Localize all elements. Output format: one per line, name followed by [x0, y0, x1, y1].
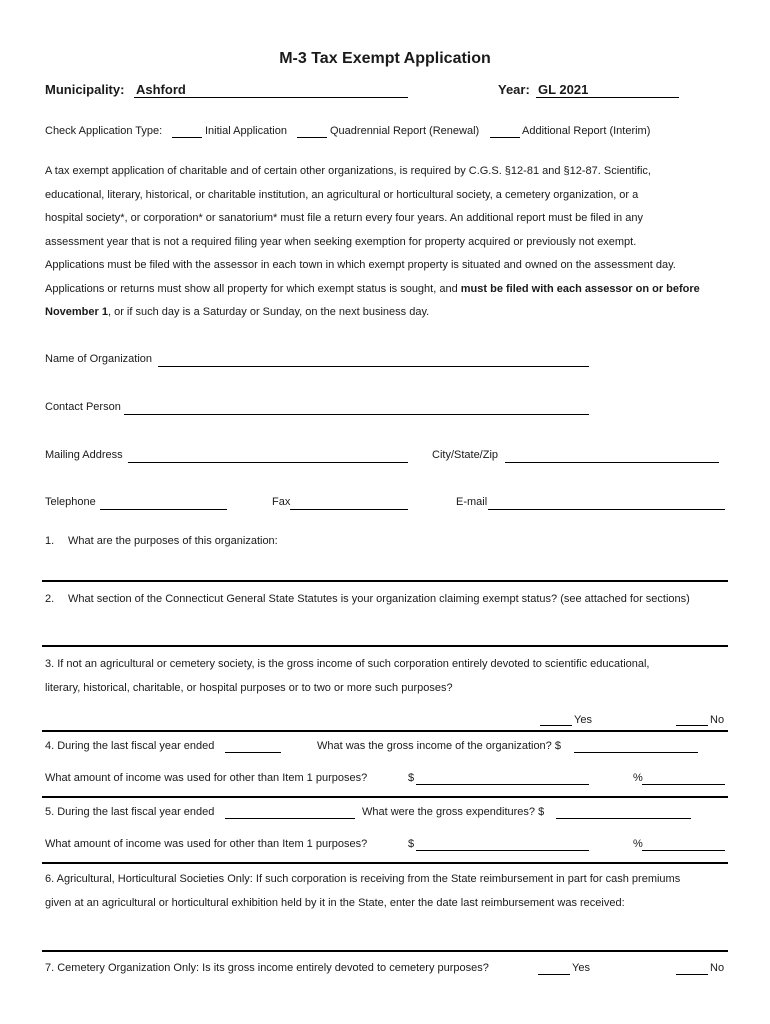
intro-line: hospital society*, or corporation* or sanatorium* must file a return every four years. An additional report must be filed in any [45, 212, 643, 224]
q3-yes-label: Yes [574, 714, 592, 726]
city-state-zip-label: City/State/Zip [432, 449, 499, 461]
q1-answer-line[interactable] [42, 580, 728, 582]
municipality-value[interactable]: Ashford [136, 82, 186, 97]
mailing-address-label: Mailing Address [45, 449, 123, 461]
q5-percent-sign: % [633, 838, 643, 850]
initial-application-checkbox[interactable] [172, 137, 202, 138]
q3-text-line1: 3. If not an agricultural or cemetery society, is the gross income of such corporation entirely devoted to scientific educational, [45, 658, 650, 670]
year-underline [536, 97, 679, 98]
year-value[interactable]: GL 2021 [538, 82, 589, 97]
org-name-field[interactable] [158, 366, 589, 367]
q2-number: 2. [45, 593, 55, 605]
intro-paragraph [45, 160, 735, 325]
municipality-underline [134, 97, 408, 98]
fax-label: Fax [272, 496, 291, 508]
q7-yes-label: Yes [572, 962, 590, 974]
q5-amount-field[interactable] [416, 850, 589, 851]
intro-line: assessment year that is not a required filing year when seeking exemption for property acquired or previously not exempt. [45, 235, 637, 248]
initial-application-option: Initial Application [205, 125, 287, 137]
q4-gross-income-label: What was the gross income of the organization? $ [317, 740, 561, 752]
contact-person-field[interactable] [124, 414, 589, 415]
additional-report-checkbox[interactable] [490, 137, 520, 138]
q7-text: 7. Cemetery Organization Only: Is its gross income entirely devoted to cemetery purposes? [45, 962, 489, 974]
page-title: M-3 Tax Exempt Application [279, 50, 491, 67]
municipality-label: Municipality: [45, 82, 125, 97]
check-type-label: Check Application Type: [45, 125, 163, 137]
q4-date-field[interactable] [225, 752, 281, 753]
q4-amount-label: What amount of income was used for other than Item 1 purposes? [45, 772, 368, 784]
fax-field[interactable] [290, 509, 408, 510]
city-state-zip-field[interactable] [505, 462, 719, 463]
intro-line: Applications must be filed with the assessor in each town in which exempt property is situated and owned on the assessment day. [45, 259, 676, 271]
intro-deadline: November 1 [45, 306, 108, 318]
q4-dollar-sign: $ [408, 772, 415, 784]
intro-emphasis: must be filed with each assessor on or before [460, 282, 700, 295]
q2-text: What section of the Connecticut General State Statutes is your organization claiming exempt status? (see attached for sections) [68, 593, 690, 605]
telephone-field[interactable] [100, 509, 227, 510]
q5-amount-label: What amount of income was used for other than Item 1 purposes? [45, 838, 368, 850]
intro-line: A tax exempt application of charitable and of certain other organizations, is required by C.G.S. §12-81 and §12-87. Scientific, [45, 165, 651, 177]
additional-report-option: Additional Report (Interim) [522, 125, 651, 137]
q4-text: 4. During the last fiscal year ended [45, 740, 215, 752]
q6-text-line1: 6. Agricultural, Horticultural Societies Only: If such corporation is receiving from the State reimbursement in part for cash premiums [45, 873, 681, 885]
q5-percent-field[interactable] [642, 850, 725, 851]
q7-yes-blank[interactable] [538, 974, 570, 975]
q3-no-blank[interactable] [676, 725, 708, 726]
q5-expenditures-label: What were the gross expenditures? $ [362, 806, 545, 818]
q6-text-line2: given at an agricultural or horticultural exhibition held by it in the State, enter the date last reimbursement was received: [45, 897, 625, 909]
q7-no-label: No [710, 962, 725, 974]
contact-person-label: Contact Person [45, 401, 121, 413]
q5-divider [42, 862, 728, 864]
q7-no-blank[interactable] [676, 974, 708, 975]
q1-number: 1. [45, 535, 55, 547]
q3-text-line2: literary, historical, charitable, or hospital purposes or to two or more such purposes? [45, 682, 453, 694]
q4-amount-field[interactable] [416, 784, 589, 785]
intro-line: November 1, or if such day is a Saturday or Sunday, on the next business day. [45, 306, 430, 318]
q4-divider [42, 796, 728, 798]
q5-dollar-sign: $ [408, 838, 415, 850]
year-label: Year: [498, 82, 530, 97]
intro-line: Applications or returns must show all property for which exempt status is sought, and must be filed with each assessor on or before [45, 282, 700, 295]
quadrennial-option: Quadrennial Report (Renewal) [330, 125, 480, 137]
q6-answer-line[interactable] [42, 950, 728, 952]
intro-line: educational, literary, historical, or charitable institution, an agricultural or horticultural society, a cemetery organization, or a [45, 188, 639, 201]
q5-date-field[interactable] [225, 818, 355, 819]
telephone-label: Telephone [45, 496, 96, 508]
mailing-address-field[interactable] [128, 462, 408, 463]
q5-expenditures-field[interactable] [556, 818, 691, 819]
email-label: E-mail [456, 496, 488, 508]
q3-no-label: No [710, 714, 725, 726]
quadrennial-checkbox[interactable] [297, 137, 327, 138]
org-name-label: Name of Organization [45, 353, 152, 365]
q1-text: What are the purposes of this organization: [68, 535, 278, 547]
q3-divider [42, 730, 728, 732]
q3-yes-blank[interactable] [540, 725, 572, 726]
q4-gross-income-field[interactable] [574, 752, 698, 753]
q2-answer-line[interactable] [42, 645, 728, 647]
q4-percent-sign: % [633, 772, 643, 784]
email-field[interactable] [488, 509, 725, 510]
q4-percent-field[interactable] [642, 784, 725, 785]
q5-text: 5. During the last fiscal year ended [45, 806, 215, 818]
